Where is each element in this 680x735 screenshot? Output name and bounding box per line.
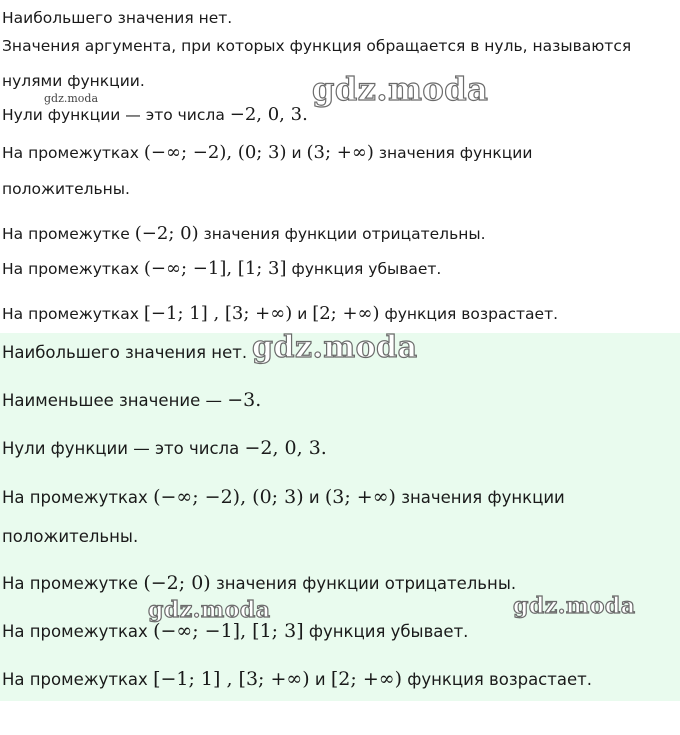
math-expression: (−∞; −1], [1; 3]	[143, 258, 287, 279]
text-line: Наибольшего значения нет.	[2, 9, 233, 27]
text-line: На промежутках [−1; 1] , [3; +∞) и [2; +∞) функция возрастает.	[2, 303, 559, 324]
text-line: На промежутках (−∞; −1], [1; 3] функция убывает.	[2, 620, 469, 642]
text-line: На промежутках (−∞; −1], [1; 3] функция убывает.	[2, 258, 442, 279]
math-expression: (−∞; −2), (0; 3)	[153, 486, 304, 508]
math-expression: [2; +∞)	[330, 668, 402, 690]
math-expression: [−1; 1] , [3; +∞)	[153, 668, 310, 690]
solution-block-plain	[0, 0, 680, 333]
math-expression: −3.	[227, 389, 262, 411]
text-line: Наименьшее значение — −3.	[2, 389, 262, 411]
watermark-logo: gdz.moda	[252, 330, 418, 365]
text-line: Значения аргумента, при которых функция обращается в нуль, называются	[2, 37, 632, 55]
math-expression: [−1; 1] , [3; +∞)	[143, 303, 293, 324]
text-line: Нули функции — это числа −2, 0, 3.	[2, 104, 308, 125]
text-line: На промежутках (−∞; −2), (0; 3) и (3; +∞) значения функции	[2, 486, 565, 508]
text-line: На промежутках [−1; 1] , [3; +∞) и [2; +∞) функция возрастает.	[2, 668, 592, 690]
text-line: Наибольшего значения нет.	[2, 343, 248, 362]
text-line: положительны.	[2, 527, 139, 546]
math-expression: (−2; 0)	[143, 572, 211, 594]
watermark-logo: gdz.moda	[513, 593, 636, 619]
math-expression: −2, 0, 3.	[244, 437, 327, 459]
math-expression: (−∞; −1], [1; 3]	[153, 620, 304, 642]
math-expression: (3; +∞)	[324, 486, 396, 508]
text-line: На промежутках (−∞; −2), (0; 3) и (3; +∞) значения функции	[2, 142, 533, 163]
math-expression: [2; +∞)	[312, 303, 380, 324]
math-expression: (−∞; −2), (0; 3)	[143, 142, 287, 163]
math-expression: (−2; 0)	[134, 223, 199, 244]
text-line: На промежутке (−2; 0) значения функции отрицательны.	[2, 223, 486, 244]
text-line: На промежутке (−2; 0) значения функции отрицательны.	[2, 572, 517, 594]
text-line: нулями функции.	[2, 72, 145, 90]
text-line: положительны.	[2, 180, 130, 198]
math-expression: (3; +∞)	[306, 142, 374, 163]
watermark-small: gdz.moda	[44, 92, 99, 105]
watermark-logo: gdz.moda	[312, 70, 489, 108]
solution-block-highlighted	[0, 333, 680, 701]
text-line: Нули функции — это числа −2, 0, 3.	[2, 437, 327, 459]
math-expression: −2, 0, 3.	[229, 104, 308, 125]
watermark-logo: gdz.moda	[148, 597, 271, 623]
